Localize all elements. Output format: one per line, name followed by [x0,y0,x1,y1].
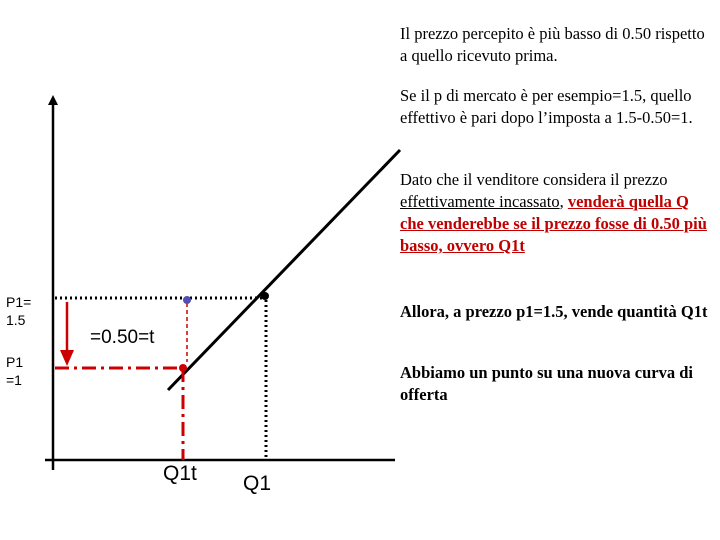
reasoning-underlined: effettivamente incassato [400,192,560,211]
paragraph-new-supply-point: Abbiamo un punto su una nuova curva di offerta [400,363,693,404]
p1-low-label: P1 =1 [6,354,24,388]
paragraph-market-price-example: Se il p di mercato è per esempio=1.5, quello effettivo è pari dopo l’imposta a 1.5-0.50=1. [400,86,693,127]
supply-curve [168,150,400,390]
tax-arrowhead [60,350,74,366]
paragraph-perceived-price: Il prezzo percepito è più basso di 0.50 rispetto a quello ricevuto prima. [400,24,705,65]
point-q1t-p1-low [179,364,187,372]
q1-label: Q1 [243,472,272,495]
paragraph-quantity-sold: Allora, a prezzo p1=1.5, vende quantità Q1t [400,302,708,321]
paragraph-seller-reasoning [400,169,715,257]
tax-label: =0.50=t [90,327,155,348]
reasoning-highlight: venderà quella Q che venderebbe se il prezzo fosse di 0.50 più basso, ovvero Q1t [400,192,707,255]
q1t-label: Q1t [163,462,197,485]
point-q1-p1 [261,292,269,300]
p1-high-label: P1= 1.5 [6,294,32,328]
reasoning-text: Dato che il venditore considera il prezzo [400,170,668,189]
point-q1t-p1-high [183,296,191,304]
reasoning-comma: , [559,192,568,211]
